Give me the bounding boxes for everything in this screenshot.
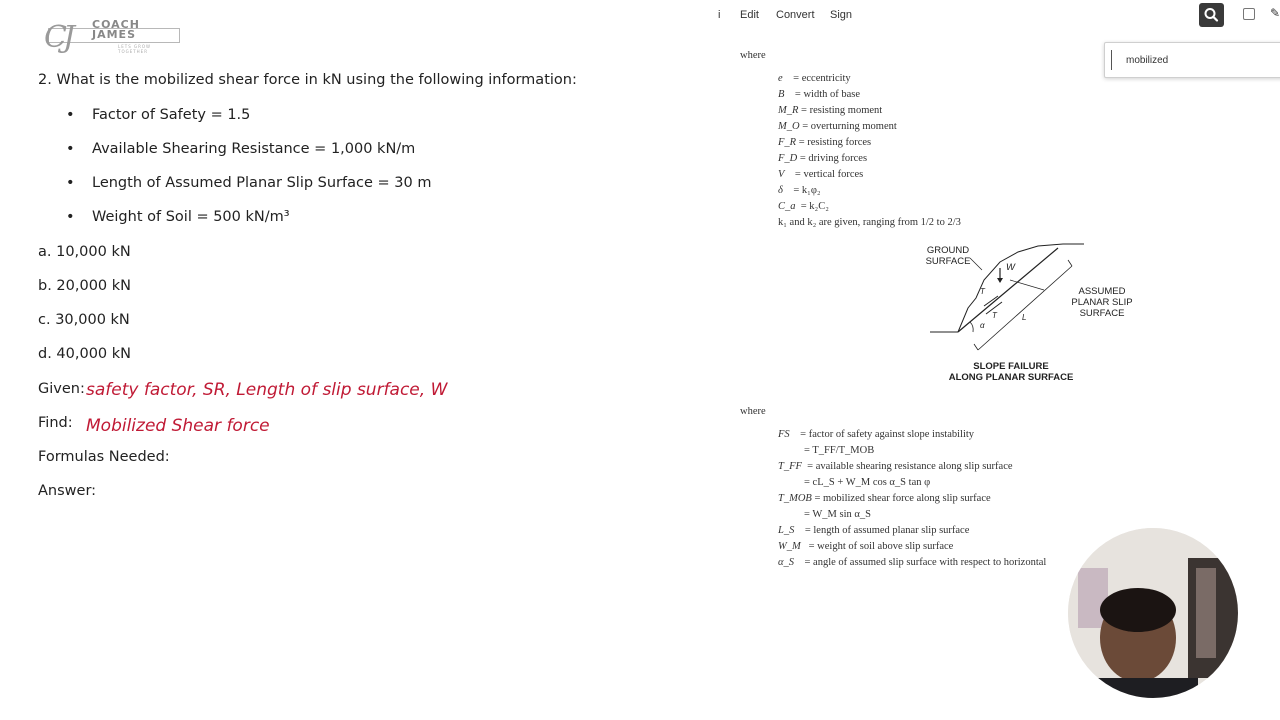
bullet-item: • Factor of Safety = 1.5 bbox=[66, 107, 251, 123]
tmob-label: T bbox=[980, 287, 985, 296]
def-eq: = length of assumed planar slip surface bbox=[804, 525, 970, 536]
answer-option-c: c. 30,000 kN bbox=[38, 312, 130, 328]
definition-row bbox=[778, 461, 1013, 472]
definition-row bbox=[778, 541, 953, 552]
alpha-label: α bbox=[980, 321, 985, 330]
def-eq: = driving forces bbox=[799, 153, 868, 164]
given-handwriting: safety factor, SR, Length of slip surface, W bbox=[86, 380, 448, 400]
logo-text: COACH JAMES bbox=[92, 18, 140, 41]
wm-label: W bbox=[1006, 262, 1015, 273]
def-eq: = k₂C₂ bbox=[800, 201, 829, 212]
edit-pen-icon[interactable]: ✎ bbox=[1270, 6, 1280, 20]
definition-row bbox=[778, 89, 860, 100]
bullet-text: Length of Assumed Planar Slip Surface = 30 m bbox=[92, 175, 432, 191]
answer-option-a: a. 10,000 kN bbox=[38, 244, 131, 260]
definition-row bbox=[778, 557, 1046, 568]
bullet-text: Available Shearing Resistance = 1,000 kN/m bbox=[92, 141, 416, 157]
presenter-silhouette bbox=[1068, 528, 1238, 698]
def-eq: = resisting forces bbox=[798, 137, 872, 148]
definition-row bbox=[778, 201, 829, 212]
def-eq: = factor of safety against slope instability bbox=[800, 429, 975, 440]
definition-row bbox=[778, 169, 863, 180]
def-eq: = resisting moment bbox=[801, 105, 883, 116]
sign-menu[interactable]: Sign bbox=[830, 9, 853, 21]
def-eq: = vertical forces bbox=[794, 169, 864, 180]
def-sym: V bbox=[778, 169, 785, 180]
bullet-text: Weight of Soil = 500 kN/m³ bbox=[92, 209, 290, 225]
definition-row bbox=[778, 185, 821, 196]
formulas-label: Formulas Needed: bbox=[38, 449, 170, 465]
where-label-1: where bbox=[740, 50, 766, 61]
def-eq: = angle of assumed slip surface with respect to horizontal bbox=[804, 557, 1047, 568]
def-sym: T_MOB bbox=[778, 493, 812, 504]
def-eq: = W_M sin α_S bbox=[804, 509, 871, 520]
definition-row bbox=[804, 445, 874, 456]
def-eq: = weight of soil above slip surface bbox=[808, 541, 954, 552]
bullet-text: Factor of Safety = 1.5 bbox=[92, 107, 251, 123]
logo-mark: CJ bbox=[44, 20, 71, 55]
find-popup bbox=[1104, 42, 1280, 78]
definition-row bbox=[778, 105, 882, 116]
ls-label: L bbox=[1022, 313, 1027, 322]
def-sym: α_S bbox=[778, 557, 795, 568]
definition-row bbox=[778, 429, 974, 440]
def-eq: = eccentricity bbox=[793, 73, 851, 84]
def-sym: F_D bbox=[778, 153, 798, 164]
def-eq: = mobilized shear force along slip surface bbox=[814, 493, 991, 504]
def-eq: = overturning moment bbox=[802, 121, 897, 132]
definition-row bbox=[778, 153, 867, 164]
toolbar-cut-item[interactable]: i bbox=[718, 9, 721, 21]
where-label-2: where bbox=[740, 406, 766, 417]
def-sym: δ bbox=[778, 185, 783, 196]
find-input[interactable] bbox=[1111, 50, 1278, 70]
convert-menu[interactable]: Convert bbox=[776, 9, 815, 21]
answer-option-d: d. 40,000 kN bbox=[38, 346, 132, 362]
bullet-item: • Length of Assumed Planar Slip Surface = 30 m bbox=[66, 175, 432, 191]
def-sym: M_O bbox=[778, 121, 800, 132]
definition-row bbox=[804, 509, 871, 520]
def-eq: = cL_S + W_M cos α_S tan φ bbox=[804, 477, 931, 488]
def-sym: e bbox=[778, 73, 783, 84]
def-eq: = width of base bbox=[794, 89, 861, 100]
def-sym: W_M bbox=[778, 541, 801, 552]
search-button[interactable] bbox=[1199, 3, 1224, 27]
search-icon bbox=[1199, 3, 1224, 27]
def-sym: FS bbox=[778, 429, 790, 440]
figure-caption: SLOPE FAILURE ALONG PLANAR SURFACE bbox=[948, 361, 1074, 383]
definition-row bbox=[778, 525, 969, 536]
def-sym: M_R bbox=[778, 105, 799, 116]
k-note: k₁ and k₂ are given, ranging from 1/2 to 2/3 bbox=[778, 217, 961, 228]
def-eq: = available shearing resistance along slip surface bbox=[807, 461, 1013, 472]
ground-surface-label: GROUND SURFACE bbox=[925, 245, 971, 267]
find-label: Find: bbox=[38, 415, 73, 431]
definition-row bbox=[778, 73, 851, 84]
coach-james-logo bbox=[44, 18, 180, 55]
tff-label: T bbox=[992, 311, 997, 320]
def-eq: = k₁φ₂ bbox=[793, 185, 821, 196]
save-icon[interactable] bbox=[1243, 8, 1255, 20]
find-handwriting: Mobilized Shear force bbox=[86, 416, 270, 436]
logo-tagline: LETS GROW TOGETHER bbox=[118, 44, 151, 54]
definition-row bbox=[804, 477, 930, 488]
def-sym: F_R bbox=[778, 137, 797, 148]
def-sym: C_a bbox=[778, 201, 796, 212]
answer-label: Answer: bbox=[38, 483, 97, 499]
def-eq: = T_FF/T_MOB bbox=[804, 445, 875, 456]
definition-row bbox=[778, 121, 897, 132]
assumed-slip-label: ASSUMED PLANAR SLIP SURFACE bbox=[1071, 286, 1133, 319]
slope-failure-figure bbox=[918, 238, 1158, 388]
answer-option-b: b. 20,000 kN bbox=[38, 278, 132, 294]
definition-row bbox=[778, 493, 991, 504]
def-sym: L_S bbox=[778, 525, 795, 536]
webcam-avatar bbox=[1068, 528, 1238, 698]
def-sym: T_FF bbox=[778, 461, 802, 472]
definition-row bbox=[778, 137, 871, 148]
def-sym: B bbox=[778, 89, 785, 100]
given-label: Given: bbox=[38, 381, 85, 397]
question-text: 2. What is the mobilized shear force in kN using the following information: bbox=[38, 72, 577, 88]
bullet-item: • Available Shearing Resistance = 1,000 kN/m bbox=[66, 141, 416, 157]
viewer-toolbar bbox=[718, 0, 1280, 32]
edit-menu[interactable]: Edit bbox=[740, 9, 759, 21]
bullet-item: • Weight of Soil = 500 kN/m³ bbox=[66, 209, 290, 225]
